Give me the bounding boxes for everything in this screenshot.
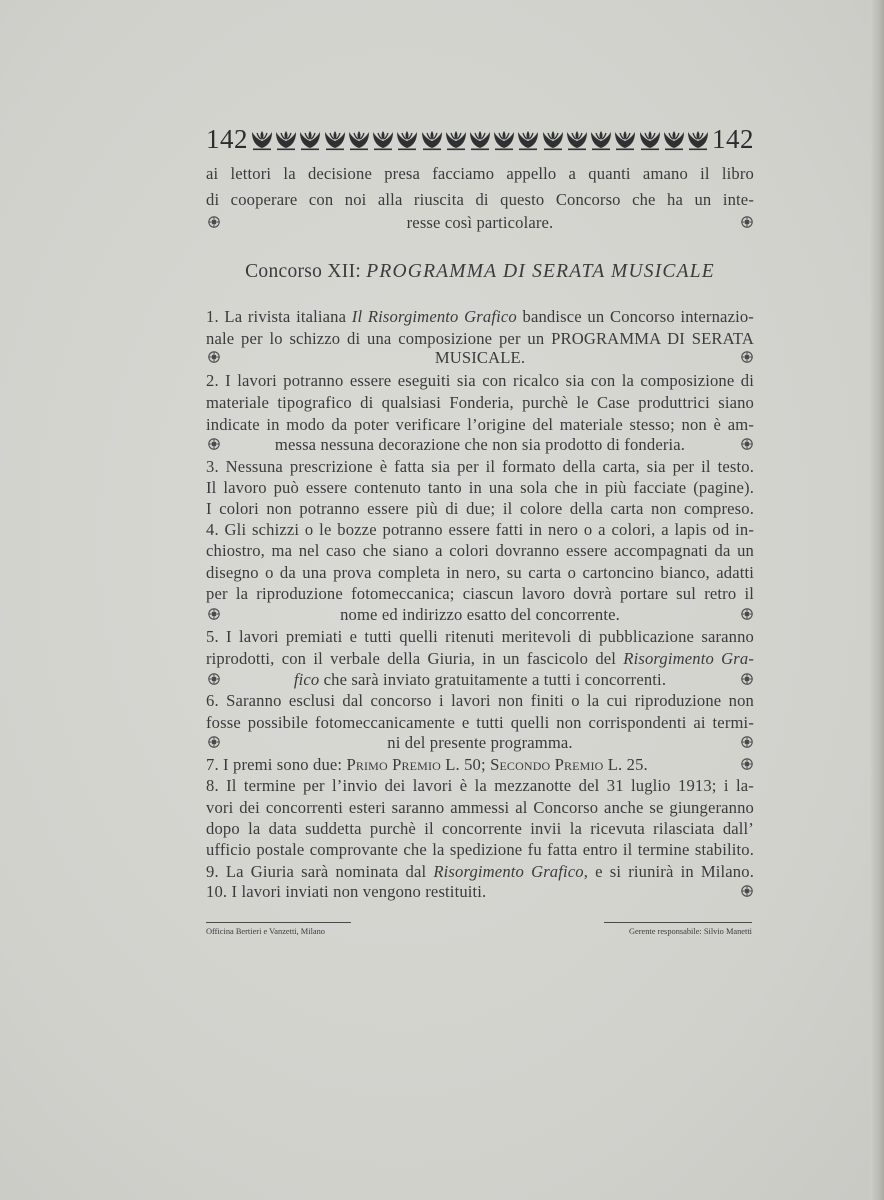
rule-9-text-a: 9. La Giuria sarà nominata dal — [206, 862, 434, 881]
tulip-ornament-icon — [541, 127, 565, 151]
rule-10-line-1: 10. I lavori inviati non vengono restituiti. — [206, 882, 487, 901]
intro-line-1: ai lettori la decisione presa facciamo appello a quanti amano il libro — [206, 164, 754, 183]
rosette-icon — [741, 351, 753, 363]
rule-8-line-3: dopo la data suddetta purchè il concorrente invii la ricevuta rilasciata dall’ — [206, 819, 754, 838]
second-prize-amount: L. 25. — [603, 755, 648, 774]
tulip-ornament-icon — [468, 127, 492, 151]
rosette-icon — [208, 608, 220, 620]
intro-line-3: resse così particolare. — [406, 213, 554, 232]
page-number-left: 142 — [206, 123, 248, 154]
rule-4-line-2: chiostro, ma nel caso che siano a colori dovranno essere accompagnati da un — [206, 541, 754, 560]
rule-4-line-4: per la riproduzione fotomeccanica; ciascun lavoro dovrà portare sul retro il — [206, 584, 754, 603]
rule-1-line-1 — [206, 306, 754, 327]
tulip-ornament-icon — [589, 127, 613, 151]
tulip-ornament-icon — [420, 127, 444, 151]
rosette-icon — [208, 673, 220, 685]
rosette-icon — [741, 438, 753, 450]
printer-credit: Officina Bertieri e Vanzetti, Milano — [206, 922, 351, 938]
tulip-ornament-icon — [250, 127, 274, 151]
rule-5-magazine-name-end: fico — [293, 670, 320, 689]
rule-2-line-1: 2. I lavori potranno essere eseguiti sia con ricalco sia con la composizione di — [206, 371, 754, 390]
ornament-band — [250, 126, 710, 152]
tulip-ornament-icon — [274, 127, 298, 151]
rule-5-line-3 — [206, 669, 754, 690]
rosette-icon — [208, 351, 220, 363]
manager-credit: Gerente responsabile: Silvio Manetti — [604, 922, 752, 938]
tulip-ornament-icon — [492, 127, 516, 151]
rule-3-line-1: 3. Nessuna prescrizione è fatta sia per il formato della carta, sia per il testo. — [206, 457, 754, 476]
page-number-right: 142 — [712, 123, 754, 154]
rule-5-magazine-name: Risorgimento Gra- — [623, 649, 754, 668]
rule-4-line-1: 4. Gli schizzi o le bozze potranno essere fatti in nero o a colori, a lapis od in- — [206, 520, 754, 539]
rule-8-line-1: 8. Il termine per l’invio dei lavori è la mezzanotte del 31 luglio 1913; i la- — [206, 776, 754, 795]
title-prefix: Concorso XII: — [245, 261, 367, 282]
first-prize-label: Primo Premio — [346, 755, 441, 774]
tulip-ornament-icon — [298, 127, 322, 151]
tulip-ornament-icon — [444, 127, 468, 151]
page-edge — [870, 0, 884, 1200]
rule-9-text-c: , e si riunirà in Milano. — [583, 862, 755, 881]
rule-6-line-2: fosse possibile fotomeccanicamente e tutti quelli non corrispondenti ai termi- — [206, 713, 754, 732]
rosette-icon — [741, 736, 753, 748]
rule-1-line-2: nale per lo schizzo di una composizione per un PROGRAMMA DI SERATA — [206, 329, 754, 348]
tulip-ornament-icon — [371, 127, 395, 151]
rosette-icon — [208, 216, 220, 228]
tulip-ornament-icon — [347, 127, 371, 151]
tulip-ornament-icon — [686, 127, 710, 151]
rosette-icon — [741, 216, 753, 228]
rule-4-line-3: disegno o da una prova completa in nero, su carta o cartoncino bianco, adatti — [206, 563, 754, 582]
rule-1-magazine-name: Il Risorgimento Grafico — [351, 307, 517, 326]
intro-line-2: di cooperare con noi alla riuscita di questo Concorso che ha un inte- — [206, 190, 754, 209]
tulip-ornament-icon — [395, 127, 419, 151]
page-header — [206, 124, 754, 154]
tulip-ornament-icon — [565, 127, 589, 151]
rule-8-line-2: vori dei concorrenti esteri saranno ammessi al Concorso anche se giungeranno — [206, 798, 754, 817]
rule-5-text-a: riprodotti, con il verbale della Giuria, in un fascicolo del — [206, 649, 624, 668]
rule-2-line-3: indicate in modo da poter verificare l’origine del materiale stesso; non è am- — [206, 415, 754, 434]
rule-3-line-3: I colori non potranno essere più di due; il colore della carta non compreso. — [206, 499, 754, 518]
rule-1-line-3: MUSICALE. — [434, 348, 526, 367]
tulip-ornament-icon — [516, 127, 540, 151]
rosette-icon — [741, 758, 753, 770]
rosette-icon — [208, 736, 220, 748]
rule-3-line-2: Il lavoro può essere contenuto tanto in una sola che in più facciate (pagine). — [206, 478, 754, 497]
rule-2-line-4: messa nessuna decorazione che non sia prodotto di fonderia. — [274, 435, 686, 454]
rosette-icon — [741, 608, 753, 620]
rule-6-line-1: 6. Saranno esclusi dal concorso i lavori non finiti o la cui riproduzione non — [206, 691, 754, 710]
rosette-icon — [741, 885, 753, 897]
rule-5-line-2 — [206, 648, 754, 669]
first-prize-amount: L. 50; — [440, 755, 491, 774]
title-italic: PROGRAMMA DI SERATA MUSICALE — [366, 261, 715, 282]
rule-1-text-c: bandisce un Concorso internazio- — [516, 307, 754, 326]
rule-6-line-3: ni del presente programma. — [387, 733, 573, 752]
rule-5-text-b: che sarà inviato gratuitamente a tutti i concorrenti. — [319, 670, 667, 689]
tulip-ornament-icon — [323, 127, 347, 151]
rule-8-line-4: ufficio postale comprovante che la spedizione fu fatta entro il termine stabilito. — [206, 840, 754, 859]
tulip-ornament-icon — [662, 127, 686, 151]
rule-7-text-a: 7. I premi sono due: — [206, 755, 347, 774]
contest-title — [206, 259, 754, 285]
tulip-ornament-icon — [613, 127, 637, 151]
rosette-icon — [208, 438, 220, 450]
rule-4-line-5: nome ed indirizzo esatto del concorrente. — [340, 605, 620, 624]
rule-9-line-1 — [206, 861, 754, 882]
rule-7-line-1 — [206, 754, 754, 775]
rule-9-magazine-name: Risorgimento Grafico — [433, 862, 584, 881]
second-prize-label: Secondo Premio — [490, 755, 604, 774]
tulip-ornament-icon — [638, 127, 662, 151]
rule-2-line-2: materiale tipografico di qualsiasi Fonderia, purchè le Case produttrici siano — [206, 393, 754, 412]
rule-5-line-1: 5. I lavori premiati e tutti quelli ritenuti meritevoli di pubblicazione saranno — [206, 627, 754, 646]
rosette-icon — [741, 673, 753, 685]
rule-1-text-a: 1. La rivista italiana — [206, 307, 352, 326]
